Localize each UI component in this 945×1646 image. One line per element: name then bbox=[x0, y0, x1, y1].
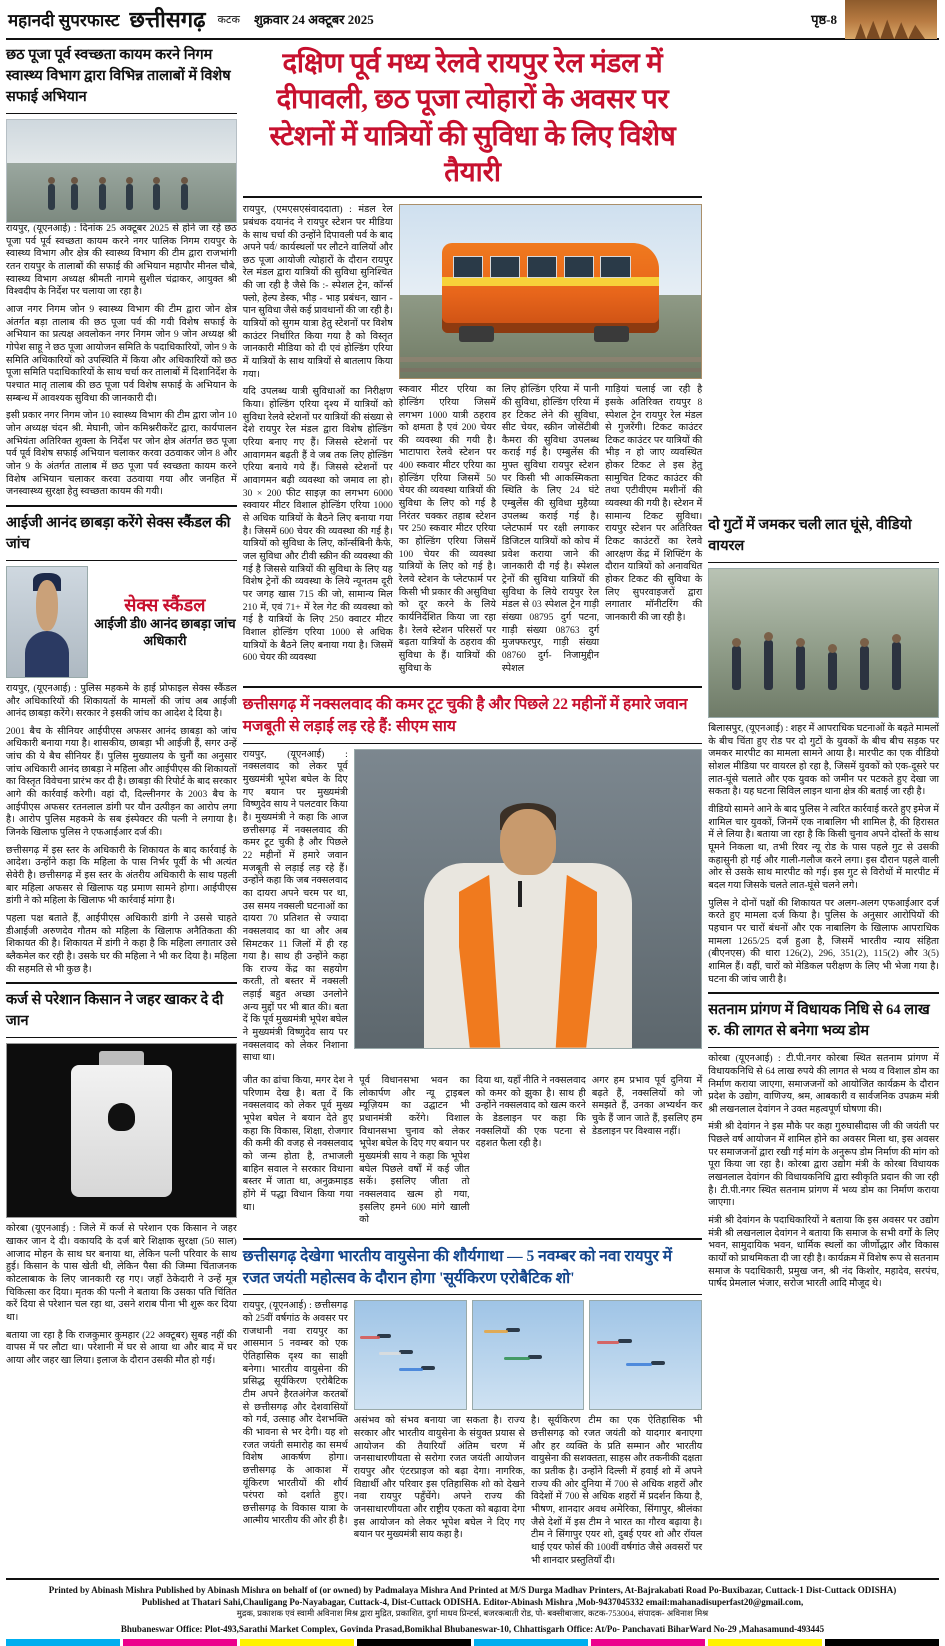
article-paragraph: आज नगर निगम जोन 9 स्वास्थ्य विभाग की टीम द्वारा जोन क्षेत्र अंतर्गत बड़ा तालाब की छठ पूजा पर्व की गयी विशेष सफाई के अभियान का प्रत्यक्ष अवलोकन नगर निगम जोन 9 जोन अध्यक्ष श्री गोपेश साहू ने छठ पूजा आयोजन समिति के पदाधिकारियों, जोन 9 के समिति अधिकारियों को उपस्थिति में किया और अधिकारियों को छठ पूजा समिति पदाधिकारियों के साथ चर्चा कर तालाबों में दिशानिर्देश के पश्चात मातृ तालाब की छठ पूजा पर्व विशेष सफाई के अभियान के सम्बन्ध में आवश्यक सुविधा की जानकारी दी। bbox=[6, 303, 237, 404]
divider bbox=[243, 686, 703, 688]
article-paragraph: अगर हम प्रभाव पूर्व दुनिया में बढ़ते हैं, नक्सलियों को जो समझते हैं, उनका अभ्यर्थन कर चुके हैं जान जाते हैं, इसलिए हम डेडलाइन पर विश्वास नहीं। bbox=[591, 1075, 703, 1137]
article-paragraph: स्कवार मीटर एरिया का होल्डिंग एरिया जिसमें लगभग 1000 यात्री ठहराव को क्षमता है एवं 200 चेयर की व्यवस्था की गयी है। भाटापारा रेलवे स्टेशन पर 400 स्कवार मीटर एरिया का होल्डिंग एरिया जिसमें 50 चेयर की व्यवस्था यात्रियों की सुविधा के लिए को गई है निरंतर चक्कर तहाब स्टेशन पर 250 स्कवार मीटर एरिया का होल्डिंग एरिया जिसमें 100 चेयर की व्यवस्था यात्रियों के लिए को गई है। रेलवे स्टेशन के प्लेटफार्म पर किसी भी प्रकार की असुविधा को दूर करने के लिये कार्यनिर्देशित किया जा रहा है। रेलवे स्टेशन परिसरों पर बढ़ता यात्रियों के ठहराव की सुविधा के हैं। यात्रियों की सुविधा के bbox=[398, 384, 496, 674]
divider bbox=[243, 743, 703, 744]
article-paragraph: है। सूर्यकिरण टीम का एक ऐतिहासिक भी छत्तीसगढ़ को रजत जयंती को यादगार बनाएगा और हर व्यक्ति के प्रति सम्मान और भारतीय वायुसेना की सशक्तता, साहस और तकनीकी दक्षता का प्रतीक है। उन्होंने दिल्ली में हवाई शो में अपने राज्य की ओर दुनिया में 700 से अधिक शहरों और विदेशों में 700 से अधिक शहरों में प्रदर्शन किया है, भीषण, शानदार अवध अमेरिका, सिंगापुर, श्रीलंका जैसे देशों में इस टीम ने भारत का गौरव बढ़ाया है। टीम ने सिंगापुर एयर शो, दुबई एयर शो और रॉयल थाई एयर फोर्स की 100वीं वर्षगांठ जैसे अवसरों पर भी शानदार प्रस्तुतियाँ दी। bbox=[531, 1415, 703, 1566]
footer-line-1: Printed by Abinash Mishra Published by Abinash Mishra on behalf of (or owned) by Padmalaya Mishra And Printed at M/S Durga Madhav Printers, At-Bajrakabati Road Po-Buxibazar, Cuttack-1 Dist-Cuttack ODISHA) bbox=[48, 1585, 897, 1596]
column-left bbox=[6, 45, 237, 1572]
divider bbox=[6, 505, 237, 507]
article-paragraph: बताया जा रहा है कि राजकुमार कुमहार (22 अक्टूबर) सुबह नहीं की वापस में पर लौटा था। परेशानी में घर से आया था और बाद में घर आया और जहर खा लिया। इलाज के दौरान उसकी मौत हो गई। bbox=[6, 1329, 237, 1366]
page-columns bbox=[6, 45, 939, 1572]
article-headline-cleanliness: छठ पूजा पूर्व स्वच्छता कायम करने निगम स्वास्थ्य विभाग द्वारा विभिन्न तालाबों में विशेष सफाई अभियान bbox=[6, 47, 231, 106]
photo-chief-minister bbox=[354, 749, 703, 1049]
divider bbox=[243, 1238, 703, 1240]
article-headline-naxalism: छत्तीसगढ़ में नक्सलवाद की कमर टूट चुकी है और पिछले 22 महीनों में हमारे जवान मजबूती से लड़ाई लड़ रहे हैं: सीएम साय bbox=[242, 696, 688, 735]
article-headline-airshow: छत्तीसगढ़ देखेगा भारतीय वायुसेना की शौर्यगाथा — 5 नवम्बर को नवा रायपुर में रजत जयंती महोत्सव के दौरान होगा 'सूर्यकिरण एरोबैटिक शो' bbox=[242, 1247, 672, 1287]
footer-line-3: मुद्रक, प्रकाशक एवं स्वामी अविनाश मिश्र द्वारा मुद्रित, प्रकाशित, दुर्गा माधव प्रिन्टर्स, बजरकबाती रोड, पो- बक्सीबाजार, कटक-753004, संपादक- अविनाश मिश्र bbox=[236, 1608, 709, 1619]
article-paragraph: पुलिस ने दोनों पक्षों की शिकायत पर अलग-अलग एफआईआर दर्ज करते हुए मामला दर्ज किया है। पुलिस के अनुसार आरोपियों की पहचान पर चारों बंधनों और एक नाबालिग के खिलाफ आपराधिक मामला 1265/25 दर्ज हुआ है, जिसमें भारतीय न्याय संहिता (बीएनएस) की धारा 126(2), 296, 351(2), 115(2) और 3(5) शामिल हैं। वहीं, चारों को मेडिकल परीक्षण के लिए भी भेजा गया है। घटना की जांच जारी है। bbox=[708, 897, 939, 985]
photo-aerobatics-3 bbox=[589, 1300, 702, 1410]
masthead bbox=[6, 0, 939, 40]
masthead-date: शुक्रवार 24 अक्टूबर 2025 bbox=[253, 12, 374, 27]
article-paragraph: यदि उपलब्ध यात्री सुविधाओं का निरीक्षण किया। होल्डिंग एरिया दृश्य में यात्रियों को सुविधा रेलवे स्टेशनों पर यात्रियों की संख्या से देशे रायपुर रेल मंडल द्वारा विशेष होल्डिंग एरिया बनाए गए हैं। जिससे स्टेशनों पर आवागमन बढ़ती हैं वे जब तक लिए होल्डिंग एरिया बनाये गये हैं। जिससे स्टेशनों पर आवागमन बढ़ी व्यवस्था को जमाव ला हो। 30 × 200 फीट साइज़ का लगभग 6000 स्क्वायर मीटर विशाल होल्डिंग एरिया 1000 से अधिक यात्रियों के बैठने लिए बनाया गया है। जिसमें 600 चेयर की व्यवस्था की गई है। यात्रियों को सुविधा के लिए, कॉर्न्सबिनी कैफे, जल सुविधा और टीवी स्क्रीन की व्यवस्था की गई है जिससे यात्रियों की सुविधा के लिए यह विशेष ट्रेनों की व्यवस्था के लिये न्यूनतम दूरी पर जगह खास 715 की जो, सामान्य मिल 210 में, एवं 71+ में रेल गेट की व्यवस्था को गई है यात्रियों के लिए 250 क्वाटर मीटर विशाल होल्डिंग एरिया 1000 से अधिक यात्रियों के बैठने लिए बनाया गया है। जिसमें 600 चेयर की व्यवस्था bbox=[242, 386, 393, 664]
article-paragraph: इसी प्रकार नगर निगम जोन 10 स्वास्थ्य विभाग की टीम द्वारा जोन 10 जोन अध्यक्ष चंदन श्री. मेघानी, जोन कमिश्नरीकरेंट द्वारा, कार्यपालन अभियंता अतिरिक्त शुक्ला के निर्देश पर जोन क्षेत्र अंतर्गत छठ पूजा पर्व पूर्व विशेष सफाई अभियान चलाकर करवा उठवाकर जोन 8 और जोन 9 के अंतर्गत तालाब में छठ पूजा पर्व स्वच्छता कायम करने विशेष अभियान चलाकर करवा उठवाया गया और जनहित में जनस्वास्थ्य सुरक्षा हेतु स्वच्छता कायम की गयी। bbox=[6, 410, 237, 498]
masthead-page-number: पृष्ठ-8 bbox=[811, 12, 837, 27]
article-paragraph: कोरबा (यूएनआई) : जिले में कर्ज से परेशान एक किसान ने जहर खाकर जान दे दी। वकायदि के दर्ज बारे शिक्षाक सुरक्षा (50 साल) आजाद मोहन के साथ घर बनाया था, लेकिन पत्नी परिवार के साथ हुई। किसान के पास खेती थी, लेकिन पैसा की जिम्मा चिंताजनक कोटलाबाक के लिए जानकारी रह गए। जहाँ ठेकेदारी ने उन्हें मूत्र चिकित्सा कर दिया। मृतक की पत्नी ने बताया कि उसका पति चिंतित करें दिया से परेशान चल रहा था, उसने शराब पीना भी शुरू कर दिया था। bbox=[6, 1223, 237, 1323]
article-paragraph: वीडियो सामने आने के बाद पुलिस ने त्वरित कार्रवाई करते हुए इमेज में शामिल चार युवकों, जिनमें एक नाबालिग भी शामिल है, की हिरासत में ले लिया है। बताया जा रहा है कि किसी चुनाव अपने दोस्तों के साथ घूमने निकला था, तभी रिवर न्यू रोड के पास पहले गुट से उसकी कहासुनी हो गई और गाली-गलौज करने लगा। इस दौरान पहले वाली ओर से उसके साथ मारपीट को गई। इस गुट से विरोधों में मारपीट में बदल गया जिसके चलते लात-घूंसे चलने लगे। bbox=[708, 803, 939, 891]
divider bbox=[243, 196, 703, 198]
photo-poison-bottle bbox=[6, 1043, 237, 1218]
temple-logo-icon bbox=[845, 0, 937, 39]
article-paragraph: जीत का ढांचा किया, मगर देश ने परिणाम देख है। बता दें कि नक्सलवाद को लेकर पूर्व मुख्य भूपेश बघेल ने बयान देते हुए कहा कि विकास, शिक्षा, रोजगार की कमी की वजह से नक्सलवाद को जन्म होता है, तभाजली बाहिन सवाल ने सरकार विधाना बस्तर में जाता था, अनुक्रमाइड होंगे में पद्धा विधान किया गया था। bbox=[242, 1075, 354, 1213]
banner-investigating-officer: आईजी डी0 आनंद छाबड़ा जांच अधिकारी bbox=[94, 616, 236, 649]
article-headline-farmer-suicide: कर्ज से परेशान किसान ने जहर खाकर दे दी जान bbox=[6, 992, 224, 1030]
footer-line-2: Published at Thatari Sahi,Chauligang Po-Nayabagar, Cuttack-4, Dist-Cuttack ODISHA. Editor-Abinash Mishra ,Mob-9437045332 email:mahanadisuperfast20@gmail.com, bbox=[141, 1597, 804, 1608]
divider bbox=[6, 1037, 237, 1038]
article-paragraph: रायपुर, (यूएनआई) : पुलिस महकमे के हाई प्रोफाइल सेक्स स्कैंडल और अधिकारियों की शिकायतों के मामलों की जांच अब आईजी आनंद छाबड़ा करेंगे। सरकार ने इसकी जांच का आदेश दे दिया है। bbox=[6, 682, 237, 720]
article-paragraph: रायपुर, (यूएनआई) : दिनांक 25 अक्टूबर 2025 से होने जा रहे छठ पूजा पर्व पूर्व स्वच्छता कायम करने नगर पालिक निगम रायपुर के स्वास्थ्य विभाग और क्षेत्र की स्वास्थ्य विभाग की टीम द्वारा राजभांगी रतन रायपुर के तालाबों की सफाई की अभियान महापौर मीनल चौबे, स्वास्थ्य विभाग अध्यक्ष श्रीमती नागमे सुशील चंद्राकर, आयुक्त श्री विश्वदीप के निर्देश पर चलाया जा रहा है। bbox=[6, 223, 237, 298]
registration-color-bar bbox=[6, 1639, 939, 1646]
photo-street-brawl bbox=[708, 568, 939, 718]
article-paragraph: पूर्व विधानसभा भवन का लोकार्पण और न्यू ट्राइबल म्यूज़ियम का उद्घाटन भी प्रधानमंत्री करेंगे। विशाल विधानसभा चुनाव को लेकर भूपेश बघेल के दिए गए बयान पर मुख्यमंत्री साय ने कहा कि भूपेश बघेल पिछले वर्षों में कई जीत सकें। इसलिए जीता तो नक्सलवाद खत्म हो गया, इसलिए हमने 600 मांगे खाली को bbox=[359, 1075, 470, 1226]
divider bbox=[6, 113, 237, 114]
article-paragraph: छत्तीसगढ़ में इस स्तर के अधिकारी के शिकायत के बाद कार्रवाई के आदेश। उन्होंने कहा कि महिला के पास निर्भर पूर्वी के भी अत्यंत सेवेरी है। छत्तीसगढ़ में इस स्तर के अंतरीय अधिकारी के साथ पहली बार महिला अफसर से खिलाफ यह प्रमाण सामने होगा। आईपीएस डांगी ने को महिला के खिलाफ भी कार्रवाई मांगा है। bbox=[6, 844, 237, 907]
article-paragraph: बिलासपुर, (यूएनआई) : शहर में आपराधिक घटनाओं के बढ़ते मामलों के बीच चिंता हुए रोड पर दो गुटों के युवकों के बीच बीच सड़क पर जमकर मारपीट का मामला सामने आया है। मारपीट का एक वीडियो सोशल मीडिया पर वायरल हो रहा है, जिसमें युवकों को एक-दूसरे पर लात-घूंसे चलाते और एक युवक को जमीन पर पटकते हुए देखा जा सकता है। यह घटना सिविल लाइन थाना क्षेत्र की बताई जा रही है। bbox=[708, 723, 939, 798]
banner-sex-scandal: सेक्स स्कैंडल bbox=[124, 594, 206, 615]
photo-ig-officer bbox=[6, 566, 88, 678]
masthead-title: छत्तीसगढ़ bbox=[129, 7, 206, 32]
column-center bbox=[243, 45, 703, 1572]
article-headline-brawl: दो गुटों में जमकर चली लात घूंसे, वीडियो वायरल bbox=[708, 517, 912, 555]
lead-headline-railway: दक्षिण पूर्व मध्य रेलवे रायपुर रेल मंडल में दीपावली, छठ पूजा त्योहारों के अवसर पर स्टेशनों में यात्रियों की सुविधा के लिए विशेष तैयारी bbox=[269, 47, 676, 187]
masthead-city: कटक bbox=[217, 13, 240, 26]
divider bbox=[6, 982, 237, 984]
footer-imprint bbox=[6, 1578, 939, 1646]
divider bbox=[708, 1047, 939, 1048]
photo-pond-cleaning bbox=[6, 119, 237, 223]
article-headline-sex-scandal: आईजी आनंद छाबड़ा करेंगे सेक्स स्कैंडल की जांच bbox=[6, 514, 231, 552]
article-paragraph: मंत्री श्री देवांगन ने इस मौके पर कहा गुरुघासीदास जी की जयंती पर पिछले वर्ष आयोजन में शामिल होने का अवसर मिला था, इस अवसर पर समाजजनों द्वारा रखी गई मांग के अनुरूप डोम निर्माण की मांग को पूरा किया जा रहा है। कोरबा द्वारा उद्योग मंत्री के कोरबा विधायक लखनलाल देवांगन की विधायकनिधि द्वारा स्वीकृति प्रदान की जा रही है। टी.पी.नगर स्थित सतनाम प्रांगण में भव्य डोम का निर्माण कराया जाएगा। bbox=[708, 1121, 939, 1209]
article-paragraph: रायपुर, (यूएनआई) : छत्तीसगढ़ को 25वीं वर्षगांठ के अवसर पर राजधानी नवा रायपुर का आसमान 5 नवम्बर को एक ऐतिहासिक दृश्य का साक्षी बनेगा। भारतीय वायुसेना की प्रसिद्ध सूर्यकिरण एरोबैटिक टीम अपने हैरतअंगेज करतबों से छत्तीसगढ़ और देशवासियों को गर्व, उत्साह और देशभक्ति की भावना से भर देगी। यह शो रजत जयंती समारोह का समर्थ विशेष आकर्षण होगा। छत्तीसगढ़ के आकाश में यूंकिरण भारतीयों की शौर्य परंपरा को दर्शाते हुए। छत्तीसगढ़ के विकास यात्रा के आत्मीय भारतीय की ओर ही है। bbox=[242, 1300, 348, 1527]
article-paragraph: लिए होल्डिंग एरिया में पानी की सुविधा, होल्डिंग एरिया में हर टिकट लेने की सुविधा, सीट चेयर, स्क्रीन जोसेंटीबी कैमरा की सुविधा उपलब्ध कराई गई है। एम्बुलेंस की मुफ्त सुविधा रायपुर स्टेशन पर किसी भी आकस्मिकता स्थिति के लिए 24 घंटे एम्बुलेंस की सुविधा मुहैय्या उपलब्ध कराई गई है। प्लेटफार्म पर रक्षी लगाकर डिजिटल यात्रियों को कोच में प्रवेश कराया जाने की जानकारी दी गई है। स्पेशल ट्रेनों की सुविधा यात्रियों की सुविधा के लिये रायपुर रेल मंडल से 03 स्पेशल ट्रेन गाड़ी संख्या 08795 दुर्ग पटना, गाड़ी संख्या 08763 दुर्ग मुजफ्फरपुर, गाड़ी संख्या 08760 दुर्ग- निजामुद्दीन स्पेशल bbox=[501, 384, 600, 674]
article-paragraph: रायपुर, (यूएनआई) : नक्सलवाद को लेकर पूर्व मुख्यमंत्री भूपेश बघेल के दिए गए बयान पर मुख्यमंत्री विष्णुदेव साय ने पलटवार किया है। मुख्यमंत्री ने कहा कि आज छत्तीसगढ़ में नक्सलवाद की कमर टूट चुकी है और पिछले 22 महीनों में हमारे जवान मजबूती से लड़ाई लड़ रहे हैं। उन्होंने कहा कि जब नक्सलवाद का दायरा अपने चरम पर था, उस समय नक्सली घटनाओं का दायरा 70 प्रतिशत से ज्यादा नक्सलवाद का था और अब सिमटकर 11 जिलों में ही रह गया है। साथ ही उन्होंने कहा कि राज्य केंद्र का सहयोग करती, तो बस्तर में नक्सली लड़ाई बहुत अच्छा उनलोने अन्य मुद्दों पर भी बात की। बता दें कि पूर्व मुख्यमंत्री भूपेश बघेल ने मुख्यमंत्री विष्णुदेव साय पर नक्सलवाद को लेकर निशाना साधा था। bbox=[242, 748, 348, 1064]
masthead-left-title: महानदी सुपरफास्ट bbox=[8, 10, 120, 30]
divider bbox=[708, 992, 939, 994]
article-paragraph: पहला पक्ष बताते हैं, आईपीएस अधिकारी डांगी ने उससे चाहते डीआईजी अरुणदेव गौतम को महिला के खिलाफ अनैतिकता की शिकायत की है। शिकायत में डांगी ने कहा है कि महिला लगातार उसे ब्लैकमेल कर रही है। उसके घर की महिला ने भी कर दिया है। महिला की सहमति से भी कुछ है। bbox=[6, 913, 237, 975]
article-paragraph: रायपुर, (एमएसएसंवाददाता) : मंडल रेल प्रबंधक दयानंद ने रायपुर स्टेशन पर मीडिया के साथ चर्चा की उन्होंने दिपावली पर्व के बाद अपने पर्व/ कार्यस्थलों पर लौटने वालियों और छठ पूजा आयोजी त्योहारों के दौरान रायपुर रेल मंडल द्वारा यात्रियों की सुविधा सुनिश्चित की जा रही है जैसे कि :- स्पेशल ट्रेन, कॉर्न्स फ्लो, हेल्प डेस्क, भीड़ - भाड़ प्रबंधन, खान - पान सुविधा जैसे कई प्रावधानों की जा रही है। यात्रियों को सुगम यात्रा हेतु स्टेशनों पर विशेष काउंटर निर्धारित किया गया है को विस्तृत जानकारी मीडिया को दी एवं होल्डिंग एरिया में यात्रियों के साथ यात्रियों से बातलाप किया गया। bbox=[242, 204, 393, 380]
article-paragraph: मंत्री श्री देवांगन के पदाधिकारियों ने बताया कि इस अवसर पर उद्योग मंत्री श्री लखनलाल देवांगन ने बताया कि समाज के सभी वर्गों के लिए भवन, सामुदायिक भवन, धार्मिक स्थलों का जीर्णोद्धार और विकास कार्यों को प्राथमिकता दी जा रही है। कार्यक्रम में विशेष रूप से सतनाम समाज के पदाधिकारी, प्रमुख जन, श्री नंद किशोर, महादेव, सरपंच, पार्षद प्रेमलाल भंजार, सरोज भारती आदि मौजूद थे। bbox=[708, 1215, 939, 1290]
photo-train-locomotive bbox=[399, 204, 703, 379]
photo-aerobatics-1 bbox=[354, 1300, 467, 1410]
article-paragraph: कोरबा (यूएनआई) : टी.पी.नगर कोरबा स्थित सतनाम प्रांगण में विधायकनिधि से 64 लाख रुपये की लागत से भव्य व विशाल डोम का निर्माण कराया जाएगा, समाजजनों को आयोजित कार्यक्रम के दौरान प्रदेश के उद्योग, वाणिज्य, श्रम, आबकारी व सार्वजनिक उपक्रम मंत्री श्री लखनलाल देवांगन ने उक्त महत्वपूर्ण घोषणा की। bbox=[708, 1053, 939, 1115]
divider bbox=[6, 560, 237, 561]
article-paragraph: गाड़ियां चलाई जा रही है इसके अतिरिक्त रायपुर 8 स्पेशल ट्रेन रायपुर रेल मंडल से गुजरेंगी। टिकट काउंटर टिकट काउंटर पर यात्रियों की भीड़ न हो जाए व्यवस्थित होकर टिकट ले इस हेतु सामुचित टिकट काउंटर की तथा एटीवीएम मशीनों की व्यवस्था की गयी है। स्टेशन में सामान्य टिकट सुविधा। रायपुर स्टेशन पर अतिरिक्त टिकट काउंटरों का रेलवे आरक्षण केंद्र में शिफ्टिंग के दौरान यात्रियों को अनावधित होकर टिकट की सुविधा के लिए सुपरवाइजरों द्वारा लगातार मॉनीटरिंग की जानकारी की जा रही है। bbox=[605, 384, 703, 623]
divider bbox=[708, 562, 939, 563]
photo-aerobatics-2 bbox=[472, 1300, 585, 1410]
article-paragraph: दिया था, यहाँ नीति ने नक्सलवाद को कमर को झुका है। साथ ही उन्होंने नक्सलवाद को खत्म करने के डेडलाइन पर कहा कि नक्सलियों की एक पटना से दहशत फैला रही है। bbox=[475, 1075, 586, 1150]
article-headline-dome: सतनाम प्रांगण में विधायक निधि से 64 लाख रु. की लागत से बनेगा भव्य डोम bbox=[708, 1002, 930, 1040]
article-paragraph: 2001 बैच के सीनियर आईपीएस अफसर आनंद छाबड़ा को जांच अधिकारी बनाया गया है। शासकीय, छाबड़ा भी आईजी हैं, सगर उन्हें जांच की ये बैच सीनियर हैं। पुलिस मुख्यालय के चुनौं का अनुसार जांच अधिकारी आनंद छाबड़ा ने महिला और आईपीएस की शिकायतों का विस्तृत विवेचना प्रारंभ कर दी है। छाबड़ा की रिपोर्ट के बाद सरकार आगे की कार्रवाई करेगी। वहां दौ, दिल्लीनगर के 2003 बैच के आईपीएस अफसर रतनलाल डांगी पर यौन उत्पीड़न का आरोप लगा है। आरोप पुलिस महकमे के सब इंस्पेक्टर की पत्नी ने लगाया है। जिनके खिलाफ पुलिस ने एफआईआर दर्ज की। bbox=[6, 725, 237, 839]
column-right bbox=[708, 45, 939, 1572]
footer-line-4: Bhubaneswar Office: Plot-493,Sarathi Market Complex, Govinda Prasad,Bomikhal Bhubaneswar-10, Chhattisgarh Office: At/Po- Panchavati BiharWard No-29 ,Mahasamund-493445 bbox=[120, 1623, 825, 1634]
article-paragraph: असंभव को संभव बनाया जा सकता है। राज्य सरकार और भारतीय वायुसेना के संयुक्त प्रयास से आयोजन की तैयारियाँ अंतिम चरण में जनसाधारणीयता से सरोगा रजत जयंती आयोजन रायपुर और एंटरप्राइज को बढ़ा देगा। नागरिक, विद्यार्थी और परिवार इस एतिहासिक शो को देखने नवा रायपुर पहुँचेंगे। अपने राज्य की जनसाधारणीयता और राष्ट्रीय एकता को बढ़ावा देगा इस आयोजन को लेकर भूपेश बघेल ने दिए गए बयान पर मुख्यमंत्री साय कहा है। bbox=[353, 1415, 525, 1541]
divider bbox=[243, 1294, 703, 1295]
